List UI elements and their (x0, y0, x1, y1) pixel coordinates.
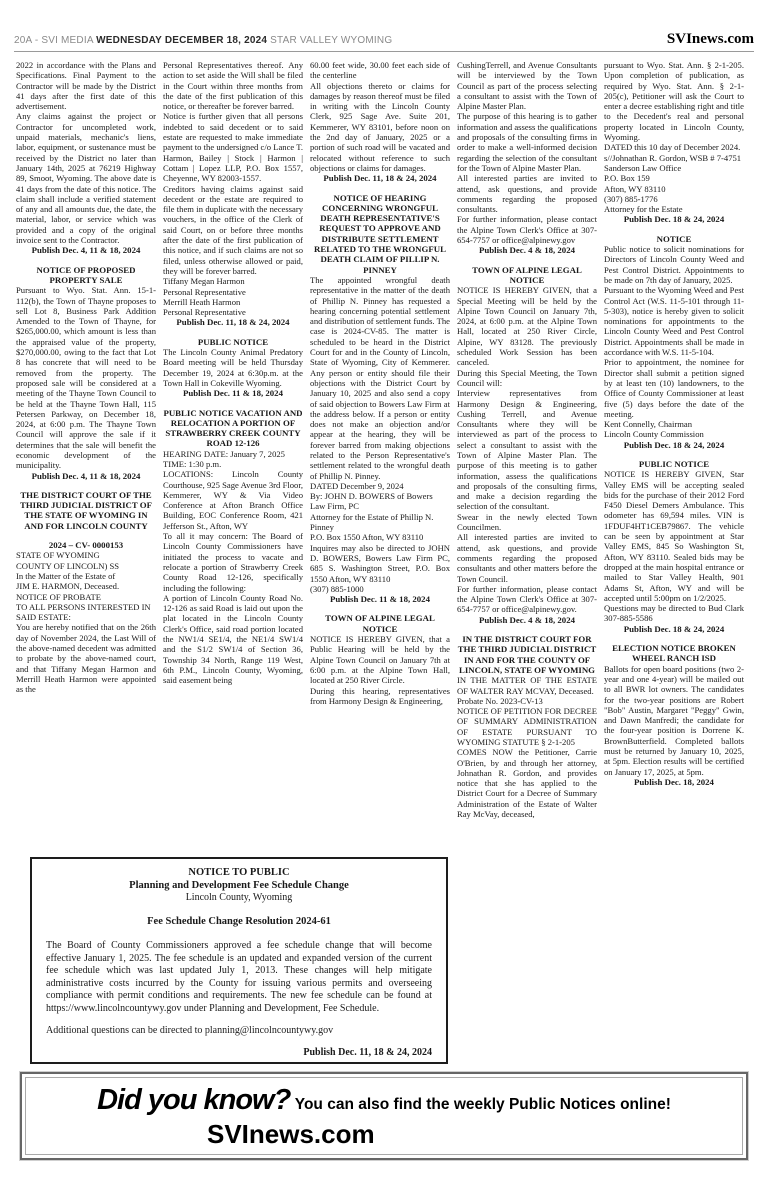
fee-box-publish-line: Publish Dec. 11, 18 & 24, 2024 (303, 1046, 432, 1058)
notice-text: Afton, WY 83110 (604, 183, 666, 194)
notice-text: For further information, please contact the Alpine Town Clerk's Office at 307-654-7757 or office@alpinewy.gov. (457, 583, 597, 615)
fee-schedule-notice-box (30, 857, 448, 1064)
notice-heading: NOTICE OF HEARING CONCERNING WRONGFUL DEATH REPRESENTATIVE'S REQUEST TO APPROVE AND DISTRIBUTE SETTLEMENT RELATED TO THE WRONGFUL DEATH CLAIM OF PILLIP N. PINNEY (314, 192, 446, 275)
notice-heading: PUBLIC NOTICE (638, 458, 710, 469)
notice-text: Lincoln County Commission (604, 429, 704, 440)
notice-text: All interested parties are invited to attend, ask questions, and provide comments regarding the proposed consultants. (457, 173, 597, 215)
header-folio (14, 35, 392, 46)
notice-text: Interview representatives from Harmony Design & Engineering, Cushing Terrell, and Avenue Consultants where they will be interviewed as part of the process to select a consultant to assist with the Town of Alpine Master Plan. The purpose of this meeting is to gather information, assess the qualifications and proposals of the consulting firms, and make a decision regarding the selection of the consultant. (457, 388, 597, 512)
notice-text: NOTICE IS HEREBY GIVEN, Star Valley EMS will be accepting sealed bids for the purchase of their 2012 Ford F450 Diesel Demers Ambulance. This odometer has 69,594 miles. VIN is 1FDUF4HT1CEB79867. The vehicle can be seen by appointment at Star Valley EMS, 845 So Washington St, Afton, WY 83110. Sealed bids may be dropped at the main hospital entrance or mailed to Star Valley Health, 901 Adams St, Afton, WY and will be accepted until 5:00pm on 1/2/2025. (604, 469, 744, 603)
notice-text: TIME: 1:30 p.m. (163, 458, 222, 469)
notice-text: 2022 in accordance with the Plans and Specifications. Final Payment to the Contractor will be made by the District 41 days after the first date of this advertisement. (16, 60, 156, 112)
notice-text: The appointed wrongful death representative in the matter of the death of Phillip N. Pinney has requested a hearing concerning potential settlement and distribution of settlement funds. The case is 2024-CV-85. The matter is scheduled to be heard in the District Court for and in the County of Lincoln, State of Wyoming, City of Kemmerer. Any person or entity should file their objections with the District Court by January 10, 2025 and also send a copy of said objection to Bowers Law Firm at the address below. If a person or entity does not make an objection and/or appear at the hearing, they will be forever barred from making objections related to the Person Representative's settlement related to the wrongful death of Phillip N. Pinney. (310, 274, 450, 481)
notice-text: (307) 885-1776 (604, 193, 658, 204)
page-number: 20A - SVI MEDIA (14, 35, 94, 46)
notice-text: Merrill Heath Harmon (163, 296, 241, 307)
banner-tagline: You can also find the weekly Public Notices online! (294, 1096, 671, 1113)
notice-text: Notice is further given that all persons indebted to said decedent or to said estate are requested to make immediate payment to the undersigned c/o Lance T. Harmon, Bailey | Stock | Harmon | Cottam | Lopez LLP, P.O. Box 1557, Cheyenne, WY 82003-1557. (163, 111, 303, 184)
notice-text: JIM E. HARMON, Deceased. (16, 581, 120, 592)
notice-text: Attorney for the Estate of Phillip N. Pinney (310, 511, 434, 533)
notice-text: COUNTY OF LINCOLN) SS (16, 560, 120, 571)
header-location: STAR VALLEY WYOMING (270, 35, 393, 46)
publish-line: Publish Dec. 11, 18 & 24, 2024 (323, 173, 437, 184)
notice-text: NOTICE OF PROBATE (16, 591, 101, 602)
notice-text: Attorney for the Estate (604, 204, 683, 215)
notice-text: By: JOHN D. BOWERS of Bowers Law Firm, PC (310, 491, 433, 512)
notices-column-1 (16, 60, 156, 852)
notice-text: During this Special Meeting, the Town Council will: (457, 367, 597, 388)
notice-text: Probate No. 2023-CV-13 (457, 695, 543, 706)
notices-column-5 (604, 60, 744, 1038)
notice-heading: THE DISTRICT COURT OF THE THIRD JUDICIAL DISTRICT OF THE STATE OF WYOMING IN AND FOR LINCOLN COUNTY (19, 489, 153, 531)
fee-box-resolution: Fee Schedule Change Resolution 2024-61 (147, 915, 331, 927)
publish-line: Publish Dec. 11 & 18, 2024 (330, 594, 430, 605)
notice-text: DATED December 9, 2024 (310, 480, 404, 491)
notice-heading: NOTICE (656, 233, 692, 244)
notice-heading: IN THE DISTRICT COURT FOR THE THIRD JUDICIAL DISTRICT IN AND FOR THE COUNTY OF LINCOLN, STATE OF WYOMING (457, 634, 597, 675)
notice-text: pursuant to Wyo. Stat. Ann. § 2-1-205. Upon completion of publication, as required by Wyo. Stat. Ann. § 2-1-205(c), Petitioner will ask the Court to enter a decree establishing right and title to the Decedent's real and personal property located in Lincoln County, Wyoming. (604, 60, 744, 143)
notice-text: Ballots for open board positions (two 2-year and one 4-year) will be mailed out to all BWR lot owners. The candidates for the two-year positions are Robert "Bob" Austin, Margaret "Peggy" Gwin, and Dawn Manfredi; the candidate for the four-year position is Dorrene K. BrownButterfield. Completed ballots must be returned by January 10, 2025, at 5pm. Election results will be certified on January 17, 2025, at 5pm. (604, 663, 744, 777)
notice-text: Kent Connelly, Chairman (604, 419, 692, 430)
publish-line: Publish Dec. 4, 11 & 18, 2024 (31, 470, 141, 481)
notice-text: CushingTerrell, and Avenue Consultants will be interviewed by the Town Council as part of the process selecting a consultant to assist with the Town of Alpine Master Plan. (457, 60, 597, 112)
notice-text: COMES NOW the Petitioner, Carrie O'Brien, by and through her attorney, Johnathan R. Gordon, and provides notice that she has applied to the District Court for a Decree of Summary Administration of the Estate of Walter Ray McVay, deceased, (457, 747, 597, 820)
notice-text: All interested parties are invited to attend, ask questions, and provide comments regarding the proposed consultants and other matters before the Town Council. (457, 532, 597, 584)
notice-text: NOTICE OF PETITION FOR DECREE OF SUMMARY ADMINISTRATION OF ESTATE PURSUANT TO WYOMING STATUTE § 2-1-205 (457, 706, 597, 747)
notices-column-4 (457, 60, 597, 1038)
notice-text: DATED this 10 day of December 2024. (604, 142, 741, 153)
notice-text: HEARING DATE: January 7, 2025 (163, 448, 285, 459)
notice-text: NOTICE IS HEREBY GIVEN, that a Public Hearing will be held by the Alpine Town Council on January 7th at 6:00 p.m. at the Alpine Town Hall, located at 250 River Circle. (310, 634, 450, 686)
notice-text: s//Johnathan R. Gordon, WSB # 7-4751 (604, 152, 742, 163)
notice-text: Swear in the newly elected Town Councilmen. (457, 511, 597, 533)
notice-text: Personal Representative (163, 307, 246, 318)
publish-line: Publish Dec. 4 & 18, 2024 (478, 245, 576, 256)
notice-text: Personal Representatives thereof. Any action to set aside the Will shall be filed in the Court within three months from the date of the first publication of this notice, or thereafter be forever barred. (163, 60, 303, 112)
notice-heading: PUBLIC NOTICE VACATION AND RELOCATION A PORTION OF STRAWBERRY CREEK COUNTY ROAD 12-126 (163, 407, 303, 449)
header-date: WEDNESDAY DECEMBER 18, 2024 (96, 35, 268, 46)
notice-heading: 2024 – CV- 0000153 (48, 540, 124, 551)
notice-text: Inquires may also be directed to JOHN D. BOWERS, Bowers Law Firm PC, 685 S. Washington Street, P.O. Box 1550 Afton, WY 83110 (310, 542, 450, 584)
notice-text: Any claims against the project or Contractor for uncompleted work, unpaid materials, mechanic's liens, labor, equipment, or sustenance must be received by the District no later than January 14th, 2025 at 76219 Highway 89, Smoot, Wyoming. The above date is 41 days from the date of this notice. The claim shall include a verified statement of any and all amounts due, the date, the material, labor, or service which was provided and a copy of the original invoice sent to the Contractor. (16, 111, 156, 246)
fee-box-questions: Additional questions can be directed to planning@lincolncountywy.gov (46, 1025, 334, 1036)
notice-text: All objections thereto or claims for damages by reason thereof must be filed in writing with the Lincoln County Clerk, 925 Sage Ave. Suite 201, Kemmerer, WY 83101, before noon on the 2nd day of January, 2025 or a portion of such road will be vacated and relocated without reference to such objections or claims for damages. (310, 80, 450, 173)
notice-text: The Lincoln County Animal Predatory Board meeting will be held Thursday December 19, 2024 at 6:30p.m. at the Town Hall in Cokeville Wyoming. (163, 347, 303, 388)
publish-line: Publish Dec. 18 & 24, 2024 (623, 623, 725, 634)
notice-text: During this hearing, representatives from Harmony Design & Engineering, (310, 685, 450, 706)
notice-text: Pursuant to the Wyoming Weed and Pest Control Act (W.S. 11-5-101 through 11-5-303), notice is hereby given to solicit nominations for appointments to the Lincoln County Weed and Pest Control District. Appointments shall be made in accordance with W.S. 11-5-104. (604, 285, 744, 358)
notice-text: Questions may be directed to Bud Clark 307-885-5586 (604, 603, 744, 624)
notice-heading: PUBLIC NOTICE (197, 336, 269, 347)
notice-heading: TOWN OF ALPINE LEGAL NOTICE (325, 613, 435, 634)
notice-text: Tiffany Megan Harmon (163, 276, 245, 287)
publish-line: Publish Dec. 11 & 18, 2024 (183, 388, 283, 399)
fee-box-body: The Board of County Commissioners approved a fee schedule change that will become effective January 1, 2025. The fee schedule is an updated and expanded version of the current fee schedule which was last updated July 1, 2013. These changes will help mitigate administrative costs incurred by the County for issuing various permits and overseeing compliance with permit conditions and requirements. The new fee schedule can be found at https://www.lincolncountywy.gov under Planning and Development, Fee Schedule. (46, 940, 432, 1014)
notice-text: IN THE MATTER OF THE ESTATE OF WALTER RAY MCVAY, Deceased. (457, 675, 597, 696)
notice-text: P.O. Box 159 (604, 173, 650, 184)
notice-text: Prior to appointment, the nominee for Director shall submit a petition signed by at least ten (10) landowners, to the Office of County Commissioner at least five (5) days before the date of the meeting. (604, 357, 744, 419)
notice-text: 60.00 feet wide, 30.00 feet each side of the centerline (310, 60, 450, 81)
publish-line: Publish Dec. 11, 18 & 24, 2024 (176, 317, 290, 328)
banner-headline (22, 1084, 746, 1117)
notice-text: To all it may concern: The Board of Lincoln County Commissioners have initiated the process to vacate and relocate a portion of Strawberry Creek County Road 12-126, specifically including the following: (163, 531, 303, 593)
notice-text: For further information, please contact the Alpine Town Clerk's Office at 307-654-7757 or office@alpinewy.gov (457, 214, 597, 246)
page-header (14, 31, 754, 52)
notice-text: TO ALL PERSONS INTERESTED IN SAID ESTATE: (16, 601, 151, 623)
notice-text: Pursuant to Wyo. Stat. Ann. 15-1-112(b), the Town of Thayne proposes to sell Lot 8, Business Park Addition Amended to the Town of Thayne, for $265,000.00, which amount is less than the appraised value of the property, $270,000.00, owing to the fact that Lot 8 has concrete that will need to be removed from the property. The proposed sale will be considered at a meeting of the Thayne Town Council to be held at the Thayne Town Hall, 115 Petersen Parkway, on December 18, 2024, at 6:00 p.m. The Thayne Town Council will approve the sale if it determines that the sale will benefit the economic development of the municipality. (16, 285, 156, 471)
publish-line: Publish Dec. 18, 2024 (634, 776, 714, 787)
publish-line: Publish Dec. 18 & 24, 2024 (623, 439, 725, 450)
notice-text: P.O. Box 1550 Afton, WY 83110 (310, 532, 424, 543)
notice-text: The purpose of this hearing is to gather information and assess the qualifications and proposals of the consulting firms in order to make a well-informed decision regarding the selection of the consultant for the Town of Alpine Master Plan. (457, 111, 597, 173)
notice-text: (307) 885-1000 (310, 583, 364, 594)
publish-line: Publish Dec. 18 & 24, 2024 (623, 214, 725, 225)
notice-text: Personal Representative (163, 286, 246, 297)
notice-text: In the Matter of the Estate of (16, 570, 116, 581)
fee-box-title: NOTICE TO PUBLIC (188, 867, 290, 878)
notice-text: Sanderson Law Office (604, 162, 682, 173)
notice-text: NOTICE IS HEREBY GIVEN, that a Special Meeting will be held by the Alpine Town Council on January 7th, 2024, at 6:00 p.m. at the Alpine Town Hall, located at 250 River Circle, Alpine, WY 83128. The previously scheduled Work Session has been canceled. (457, 285, 597, 368)
notice-text: You are hereby notified that on the 26th day of November 2024, the Last Will of the above-named decedent was admitted to probate by the above-named court, and that Tiffany Megan Harmon and Merrill Heath Harmon were appointed as the (16, 622, 156, 695)
notices-column-2 (163, 60, 303, 852)
notice-heading: TOWN OF ALPINE LEGAL NOTICE (472, 264, 582, 285)
notice-text: Public notice to solicit nominations for Directors of Lincoln County Weed and Pest Control District. Appointments to be made on 7th day of January, 2025. (604, 244, 744, 285)
fee-box-location: Lincoln County, Wyoming (185, 892, 293, 903)
notice-text: Creditors having claims against said decedent or the estate are required to file them in duplicate with the necessary vouchers, in the office of the Clerk of said Court, on or before three months after the date of the first publication of this notice, and if such claims are not so filed, unless otherwise allowed or paid, they will be forever barred. (163, 183, 303, 276)
notices-column-3 (310, 60, 450, 852)
notice-text: A portion of Lincoln County Road No. 12-126 as said Road is laid out upon the plat located in the Lincoln County Clerk's Office, said road portion located the NW1/4 SE1/4, the NE1/4 SW1/4 and the S1/2 SW1/4 of Section 36, Township 34 North, Range 119 West, 6th P.M., Lincoln County, Wyoming, said easement being (163, 592, 303, 686)
notice-text: LOCATIONS: Lincoln County Courthouse, 925 Sage Avenue 3rd Floor, Kemmerer, WY & Via Video Conference at Afton Branch Office Building, EOC Conference Room, 421 Jefferson St., Afton, WY (163, 469, 303, 531)
publish-line: Publish Dec. 4 & 18, 2024 (478, 614, 576, 625)
notice-heading: ELECTION NOTICE BROKEN WHEEL RANCH ISD (612, 643, 736, 664)
publish-line: Publish Dec. 4, 11 & 18, 2024 (31, 245, 141, 256)
notice-text: STATE OF WYOMING (16, 550, 100, 561)
masthead-site-link: SVInews.com (666, 31, 754, 47)
fee-box-subtitle: Planning and Development Fee Schedule Change (129, 879, 349, 891)
did-you-know-banner (20, 1072, 748, 1160)
notice-heading: NOTICE OF PROPOSED PROPERTY SALE (36, 264, 136, 285)
did-you-know-text: Did you know? (97, 1084, 291, 1116)
banner-site-link: SVInews.com (207, 1119, 375, 1149)
